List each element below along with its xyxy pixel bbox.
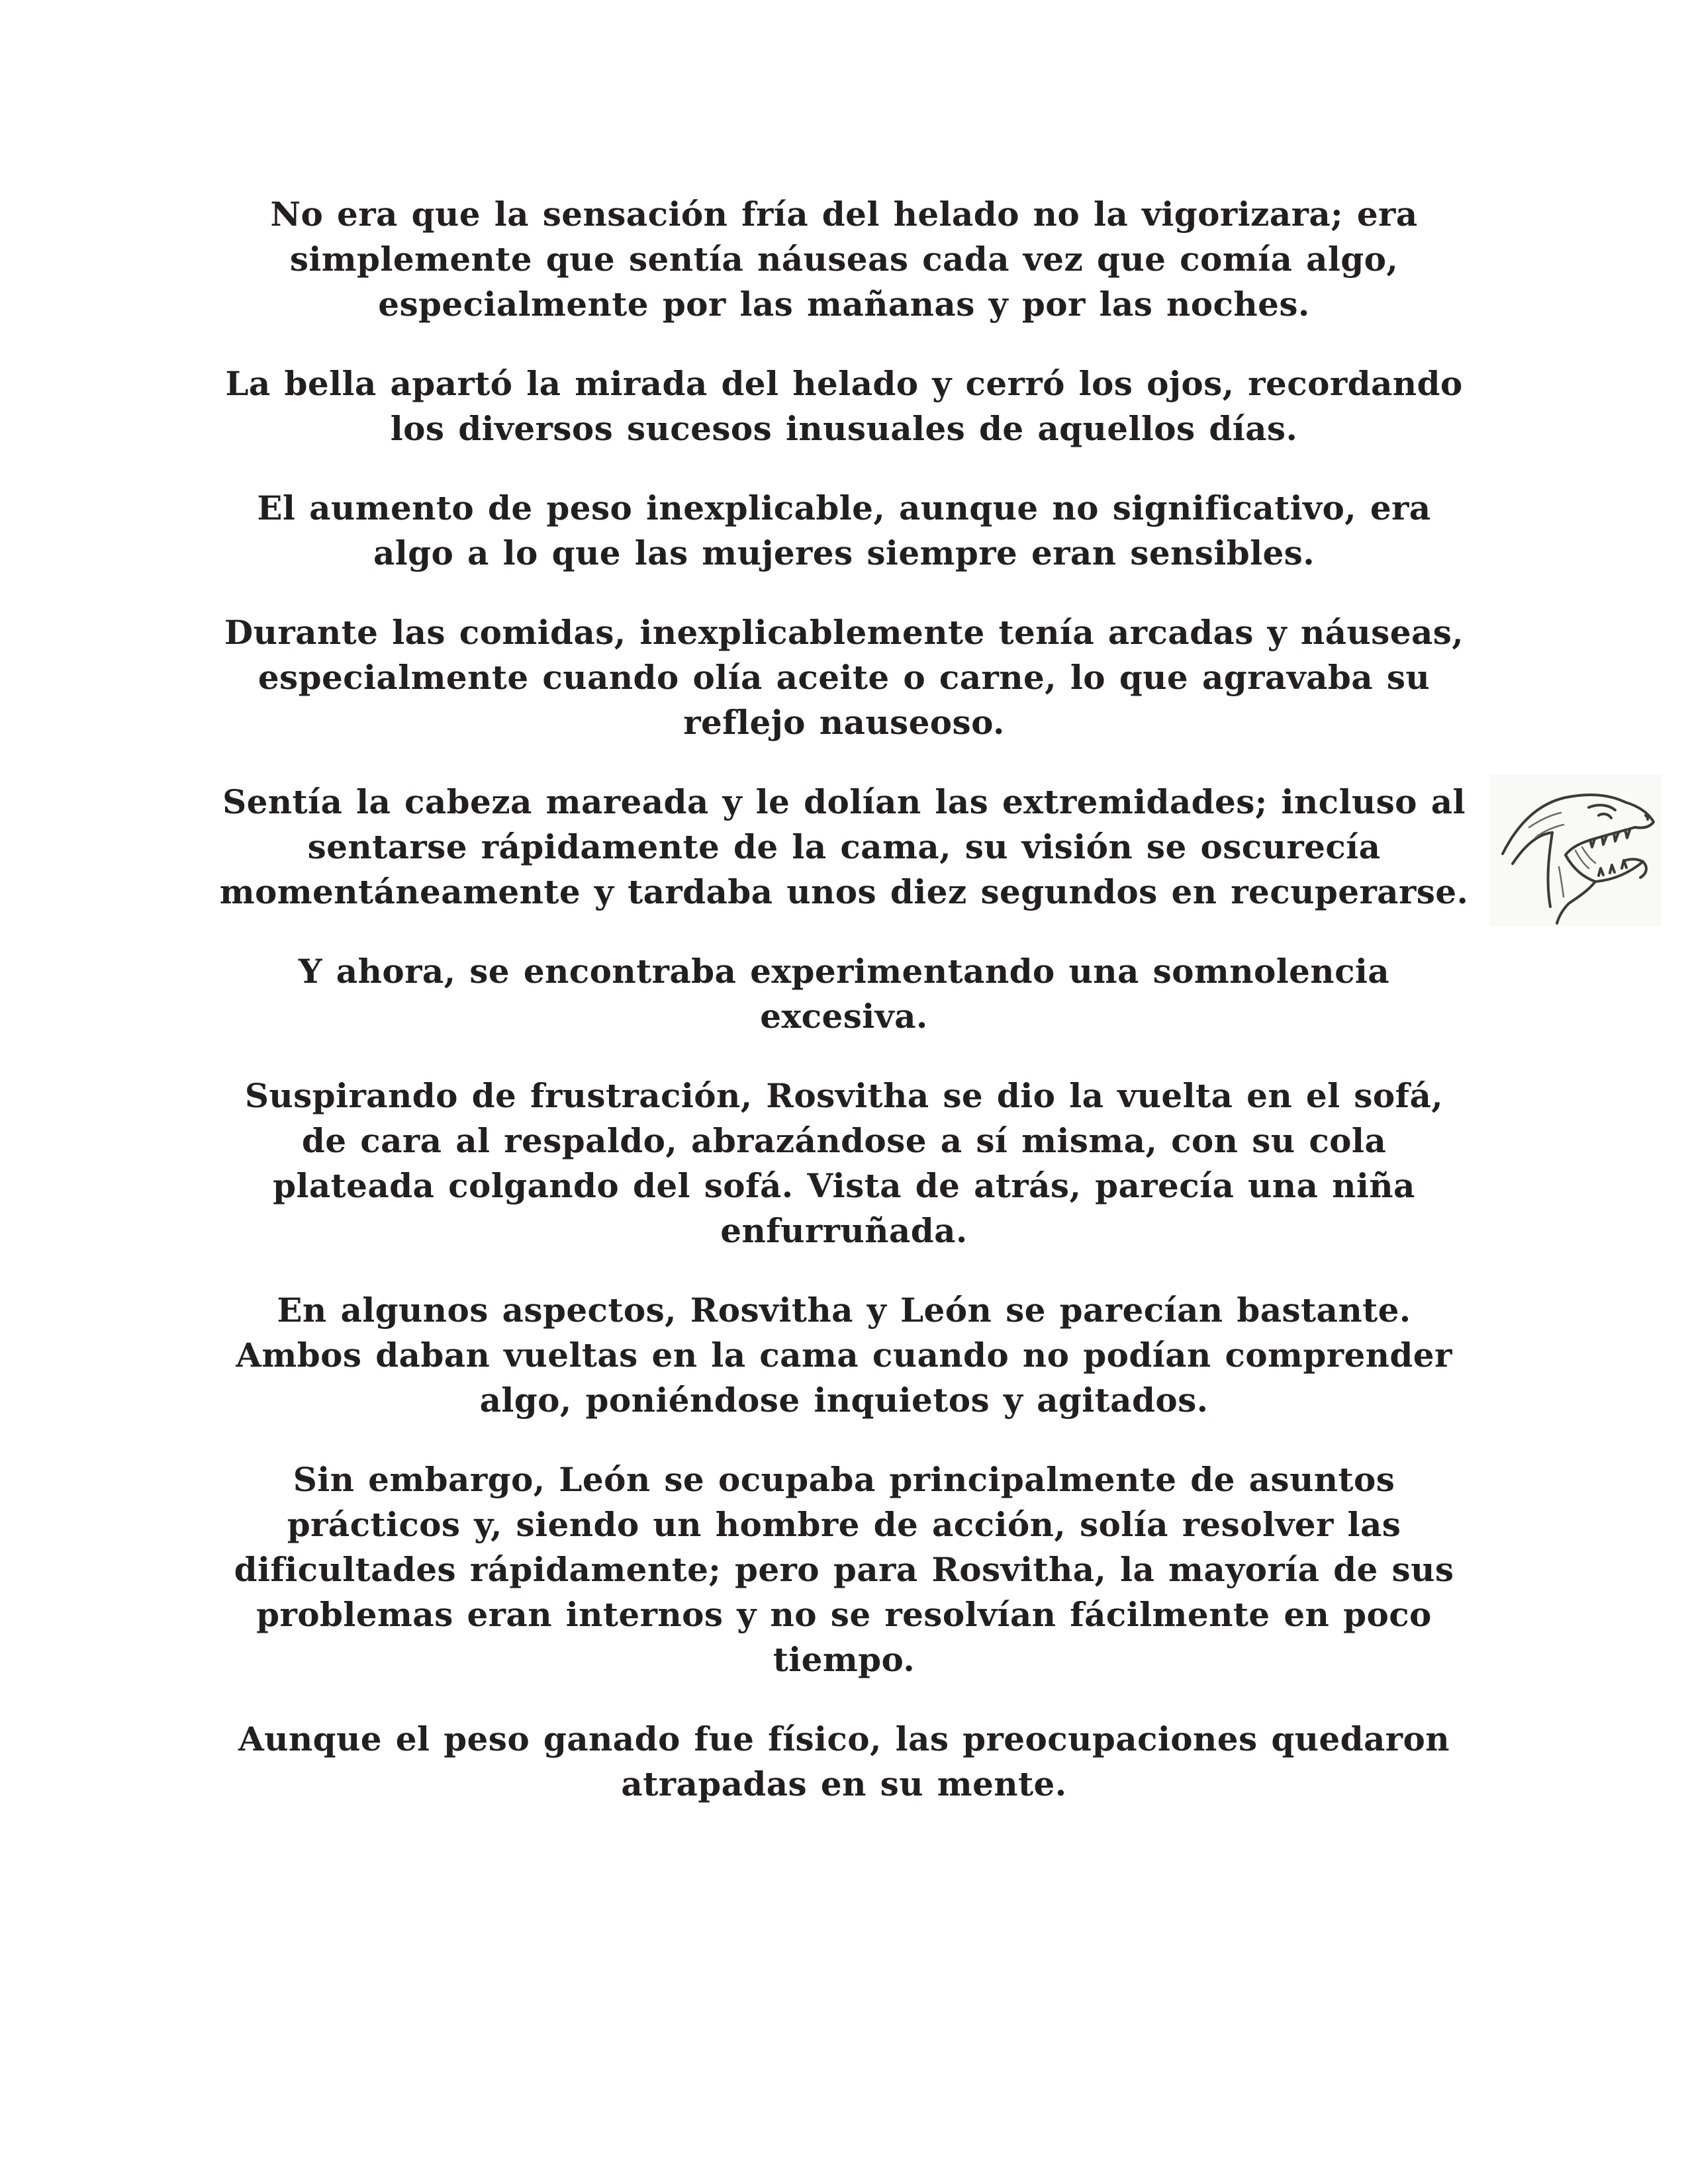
paragraph: Sin embargo, León se ocupaba principalmente de asuntos prácticos y, siendo un hombre de acción, solía resolver las dificultades rápidamente; pero para Rosvitha, la mayoría de sus problemas eran internos y no se resolvían fácilmente en poco tiempo. — [234, 1460, 1454, 1679]
paragraph: El aumento de peso inexplicable, aunque no significativo, era algo a lo que las mujeres siempre eran sensibles. — [257, 488, 1431, 572]
paragraph: Suspirando de frustración, Rosvitha se dio la vuelta en el sofá, de cara al respaldo, abrazándose a sí misma, con su cola plateada colgando del sofá. Vista de atrás, parecía una niña enfurruñada. — [244, 1076, 1444, 1250]
paragraph: Y ahora, se encontraba experimentando una somnolencia excesiva. — [298, 952, 1390, 1036]
paragraph: Durante las comidas, inexplicablemente tenía arcadas y náuseas, especialmente cuando olía aceite o carne, lo que agravaba su reflejo nauseoso. — [224, 613, 1464, 742]
paragraph: Aunque el peso ganado fue físico, las preocupaciones quedaron atrapadas en su mente. — [238, 1719, 1450, 1803]
paragraph: Sentía la cabeza mareada y le dolían las extremidades; incluso al sentarse rápidamente de la cama, su visión se oscurecía momentáneamente y tardaba unos diez segundos en recuperarse. — [219, 782, 1469, 911]
dinosaur-head-icon — [1489, 774, 1662, 927]
paragraph: En algunos aspectos, Rosvitha y León se parecían bastante. Ambos daban vueltas en la cama cuando no podían comprender algo, poniéndose inquietos y agitados. — [236, 1291, 1452, 1420]
paragraph: No era que la sensación fría del helado no la vigorizara; era simplemente que sentía náuseas cada vez que comía algo, especialmente por las mañanas y por las noches. — [270, 195, 1418, 324]
text-body — [218, 192, 1470, 1841]
paragraph: La bella apartó la mirada del helado y cerró los ojos, recordando los diversos sucesos inusuales de aquellos días. — [225, 364, 1463, 448]
